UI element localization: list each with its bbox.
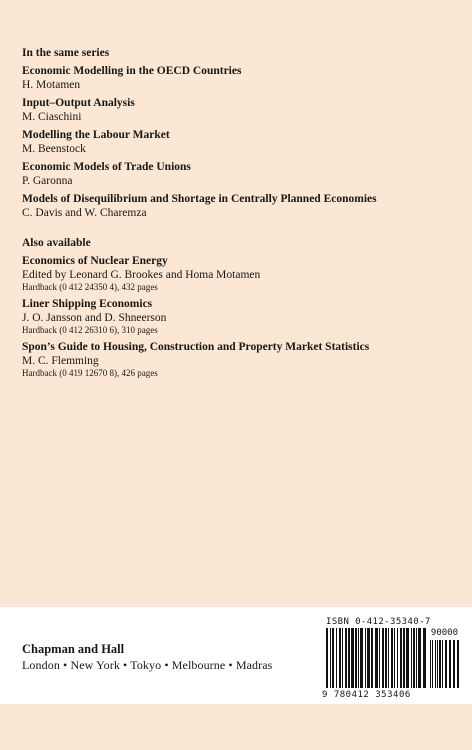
available-entry-meta: Hardback (0 412 26310 6), 310 pages (22, 325, 158, 335)
series-entry-title: Economic Modelling in the OECD Countries (22, 65, 242, 77)
city: Madras (235, 658, 273, 672)
barcode-addon-text: 90000 (430, 628, 458, 638)
available-entry-author: Edited by Leonard G. Brookes and Homa Motamen (22, 269, 261, 281)
available-entry-title: Spon’s Guide to Housing, Construction and Property Market Statistics (22, 341, 370, 353)
series-entry (22, 192, 462, 220)
series-entry-title: Modelling the Labour Market (22, 129, 170, 141)
publisher-block (22, 641, 272, 673)
series-entry-author: P. Garonna (22, 175, 73, 187)
series-entry-author: C. Davis and W. Charemza (22, 207, 147, 219)
available-entry-title: Liner Shipping Economics (22, 298, 153, 310)
available-entry-author: M. C. Flemming (22, 355, 99, 367)
available-entry-author: J. O. Jansson and D. Shneerson (22, 312, 167, 324)
isbn-text: ISBN 0-412-35340-7 (326, 617, 431, 627)
series-entry (22, 64, 462, 92)
available-entry-meta: Hardback (0 419 12670 8), 426 pages (22, 368, 158, 378)
city: Melbourne (171, 658, 226, 672)
publisher-cities (22, 657, 272, 673)
city: London (22, 658, 60, 672)
available-entry (22, 254, 462, 293)
series-entry-title: Economic Models of Trade Unions (22, 161, 191, 173)
bullet-separator: • (161, 658, 172, 672)
series-entry-title: Models of Disequilibrium and Shortage in Centrally Planned Economies (22, 193, 377, 205)
series-entry (22, 96, 462, 124)
series-entry (22, 160, 462, 188)
also-available-heading: Also available (22, 237, 91, 249)
ean-text: 9 780412 353406 (322, 690, 411, 700)
city: New York (70, 658, 120, 672)
available-entry-title: Economics of Nuclear Energy (22, 255, 168, 267)
series-entry-title: Input–Output Analysis (22, 97, 135, 109)
series-heading: In the same series (22, 47, 110, 59)
footer-band (0, 607, 472, 704)
series-entry-author: M. Beenstock (22, 143, 86, 155)
available-entry (22, 297, 462, 336)
bullet-separator: • (59, 658, 71, 672)
publisher-name: Chapman and Hall (22, 642, 125, 656)
series-entry-author: H. Motamen (22, 79, 81, 91)
bullet-separator: • (119, 658, 131, 672)
cover-text (22, 46, 462, 379)
barcode-block (322, 617, 462, 701)
series-entry (22, 128, 462, 156)
city: Tokyo (130, 658, 162, 672)
series-entry-author: M. Ciaschini (22, 111, 82, 123)
available-entry-meta: Hardback (0 412 24350 4), 432 pages (22, 282, 158, 292)
bullet-separator: • (225, 658, 236, 672)
available-entry (22, 340, 462, 379)
